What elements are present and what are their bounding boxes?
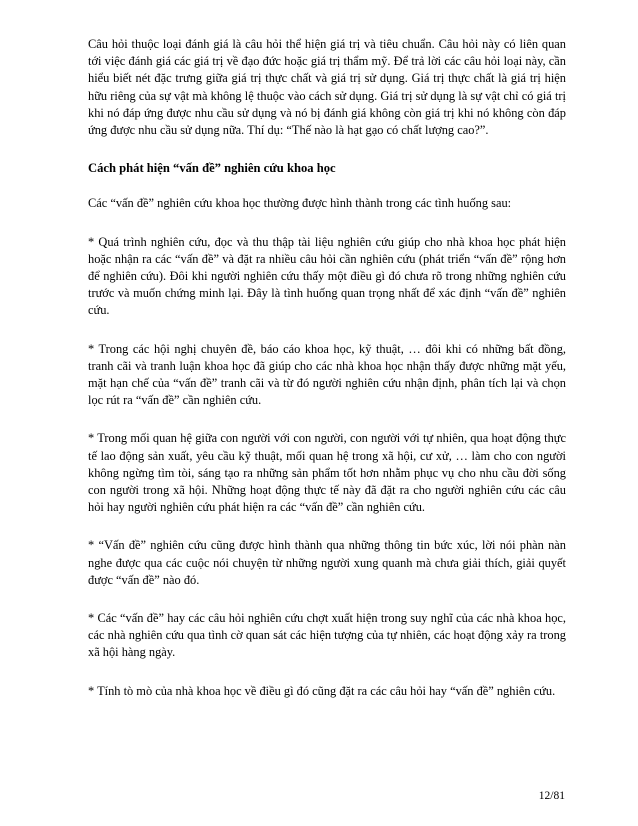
section-heading: Cách phát hiện “vấn đề” nghiên cứu khoa học (88, 161, 336, 176)
page-number: 12/81 (538, 790, 565, 802)
paragraph-conferences: * Trong các hội nghị chuyên đề, báo cáo khoa học, kỹ thuật, … đôi khi có những bất đồng, tranh cãi và tranh luận khoa học đã giúp cho các nhà khoa học nhận thấy được những mặt yếu, mặt hạn chế của “vấn đề” tranh cãi và từ đó người nghiên cứu nhận định, phân tích lại và chọn lọc rút ra “vấn đề” cần nghiên cứu. (88, 341, 566, 408)
paragraph-reading-literature: * Quá trình nghiên cứu, đọc và thu thập tài liệu nghiên cứu giúp cho nhà khoa học phát hiện hoặc nhận ra các “vấn đề” và đặt ra nhiều câu hỏi cần nghiên cứu (phát triển “vấn đề” rộng hơn để nghiên cứu). Đôi khi người nghiên cứu thấy một điều gì đó chưa rõ trong những nghiên cứu trước và muốn chứng minh lại. Đây là tình huống quan trọng nhất để xác định “vấn đề” nghiên cứu. (88, 234, 566, 318)
paragraph-intro: Các “vấn đề” nghiên cứu khoa học thường được hình thành trong các tình huống sau: (88, 196, 512, 211)
paragraph-evaluation-questions: Câu hỏi thuộc loại đánh giá là câu hỏi thể hiện giá trị và tiêu chuẩn. Câu hỏi này có liên quan tới việc đánh giá các giá trị về đạo đức hoặc giá trị thẩm mỹ. Để trả lời các câu hỏi loại này, cần hiểu biết nét đặc trưng giữa giá trị thực chất và giá trị sử dụng. Giá trị thực chất là giá trị hiện hữu riêng của sự vật mà không lệ thuộc vào cách sử dụng. Giá trị sử dụng là sự vật chỉ có giá trị khi nó đáp ứng được nhu cầu sử dụng và nó bị đánh giá không còn giá trị khi nó không còn đáp ứng được nhu cầu sử dụng nữa. Thí dụ: “Thế nào là hạt gạo có chất lượng cao?”. (88, 37, 566, 138)
paragraph-curiosity: * Tính tò mò của nhà khoa học về điều gì đó cũng đặt ra các câu hỏi hay “vấn đề” nghiên cứu. (88, 683, 556, 698)
paragraph-urgent-information: * “Vấn đề” nghiên cứu cũng được hình thành qua những thông tin bức xúc, lời nói phàn nàn nghe được qua các cuộc nói chuyện từ những người xung quanh mà chưa giải thích, giải quyết được “vấn đề” nào đó. (88, 538, 566, 587)
paragraph-human-relations: * Trong mối quan hệ giữa con người với con người, con người với tự nhiên, qua hoạt động thực tế lao động sản xuất, yêu cầu kỹ thuật, mối quan hệ trong xã hội, cư xử, … làm cho con người không ngừng tìm tòi, sáng tạo ra những sản phẩm tốt hơn nhằm phục vụ cho nhu cầu đời sống con người trong xã hội. Những hoạt động thực tế này đã đặt ra cho người nghiên cứu các câu hỏi hay người nghiên cứu phát hiện ra các “vấn đề” cần nghiên cứu. (88, 431, 566, 515)
document-page (88, 36, 566, 721)
paragraph-sudden-questions: * Các “vấn đề” hay các câu hỏi nghiên cứu chợt xuất hiện trong suy nghĩ của các nhà khoa học, các nhà nghiên cứu qua tình cờ quan sát các hiện tượng của tự nhiên, các hoạt động xảy ra trong xã hội hàng ngày. (88, 611, 566, 660)
